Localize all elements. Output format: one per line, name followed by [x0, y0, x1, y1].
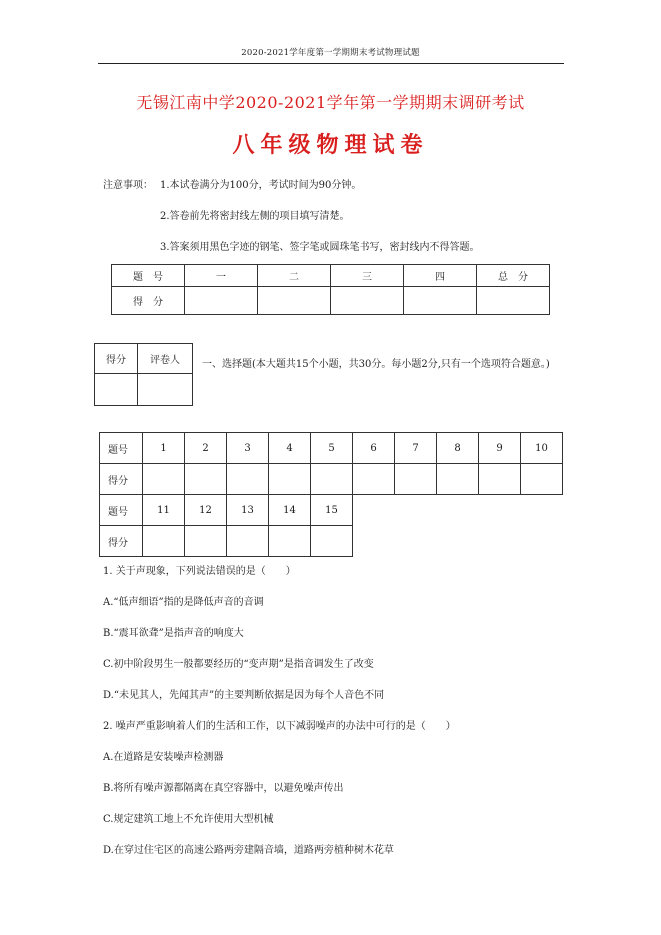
exam-subtitle: 八年级物理试卷	[232, 132, 429, 158]
question-2-option-b: B.将所有噪声源都隔离在真空容器中，以避免噪声传出	[103, 783, 344, 794]
answer-table-blank	[353, 495, 563, 526]
grader-name-label: 评卷人	[138, 344, 193, 374]
answer-number-cell: 5	[311, 433, 353, 464]
grader-box	[94, 343, 193, 406]
grader-score-label: 得分	[95, 344, 138, 374]
answer-entry-cell	[311, 464, 353, 495]
notes-label: 注意事项：	[103, 180, 153, 191]
note-item-2: 2.答卷前先将密封线左侧的项目填写清楚。	[160, 211, 350, 222]
answer-entry-cell	[269, 464, 311, 495]
answer-number-cell: 11	[143, 495, 185, 526]
score-entry-cell	[477, 287, 550, 315]
answer-number-cell: 6	[353, 433, 395, 464]
answer-entry-cell	[185, 464, 227, 495]
score-header-cell: 二	[258, 265, 331, 287]
note-item-3: 3.答案须用黑色字迹的钢笔、签字笔或圆珠笔书写，密封线内不得答题。	[160, 242, 480, 253]
answer-number-cell: 15	[311, 495, 353, 526]
running-header: 2020-2021学年度第一学期期末考试物理试题	[241, 48, 420, 58]
question-1-stem: 1. 关于声现象，下列说法错误的是（ ）	[103, 566, 296, 577]
answer-number-cell: 1	[143, 433, 185, 464]
score-entry-cell	[404, 287, 477, 315]
answer-number-cell: 13	[227, 495, 269, 526]
answer-row-label: 得分	[100, 464, 143, 495]
answer-number-cell: 2	[185, 433, 227, 464]
answer-row-label: 题号	[100, 495, 143, 526]
answer-table	[99, 432, 563, 557]
score-summary-table	[111, 264, 550, 315]
answer-number-cell: 8	[437, 433, 479, 464]
grader-score-cell	[95, 374, 138, 406]
answer-table-blank	[353, 526, 563, 557]
score-entry-cell	[258, 287, 331, 315]
question-1-option-c: C.初中阶段男生一般都要经历的“变声期”是指音调发生了改变	[103, 659, 374, 670]
answer-number-cell: 3	[227, 433, 269, 464]
section-heading: 一、选择题(本大题共15个小题，共30分。每小题2分,只有一个选项符合题意。)	[202, 359, 550, 370]
question-1-option-a: A.“低声细语”指的是降低声音的音调	[103, 597, 264, 608]
answer-number-cell: 4	[269, 433, 311, 464]
score-header-cell: 题 号	[112, 265, 185, 287]
answer-entry-cell	[143, 526, 185, 557]
answer-number-cell: 14	[269, 495, 311, 526]
note-item-1: 1.本试卷满分为100分，考试时间为90分钟。	[160, 180, 362, 191]
answer-entry-cell	[227, 526, 269, 557]
question-2-stem: 2. 噪声严重影响着人们的生活和工作，以下减弱噪声的办法中可行的是（ ）	[103, 721, 456, 732]
score-entry-cell	[185, 287, 258, 315]
answer-entry-cell	[269, 526, 311, 557]
answer-number-cell: 10	[521, 433, 563, 464]
score-header-cell: 三	[331, 265, 404, 287]
grader-name-cell	[138, 374, 193, 406]
question-1-option-b: B.“震耳欲聋”是指声音的响度大	[103, 628, 244, 639]
question-2-option-d: D.在穿过住宅区的高速公路两旁建隔音墙，道路两旁植种树木花草	[103, 845, 394, 856]
answer-entry-cell	[437, 464, 479, 495]
answer-number-cell: 12	[185, 495, 227, 526]
score-header-cell: 一	[185, 265, 258, 287]
answer-entry-cell	[185, 526, 227, 557]
answer-row-label: 得分	[100, 526, 143, 557]
answer-entry-cell	[353, 464, 395, 495]
answer-row-label: 题号	[100, 433, 143, 464]
question-2-option-c: C.规定建筑工地上不允许使用大型机械	[103, 814, 274, 825]
answer-entry-cell	[227, 464, 269, 495]
exam-title: 无锡江南中学2020-2021学年第一学期期末调研考试	[136, 93, 525, 112]
answer-entry-cell	[479, 464, 521, 495]
header-divider	[98, 63, 564, 64]
answer-entry-cell	[395, 464, 437, 495]
score-header-cell: 总 分	[477, 265, 550, 287]
score-header-cell: 四	[404, 265, 477, 287]
answer-entry-cell	[311, 526, 353, 557]
answer-entry-cell	[143, 464, 185, 495]
score-row-label: 得 分	[112, 287, 185, 315]
answer-number-cell: 7	[395, 433, 437, 464]
answer-entry-cell	[521, 464, 563, 495]
answer-number-cell: 9	[479, 433, 521, 464]
question-2-option-a: A.在道路是安装噪声检测器	[103, 752, 224, 763]
score-entry-cell	[331, 287, 404, 315]
question-1-option-d: D.“未见其人，先闻其声”的主要判断依据是因为每个人音色不同	[103, 690, 385, 701]
